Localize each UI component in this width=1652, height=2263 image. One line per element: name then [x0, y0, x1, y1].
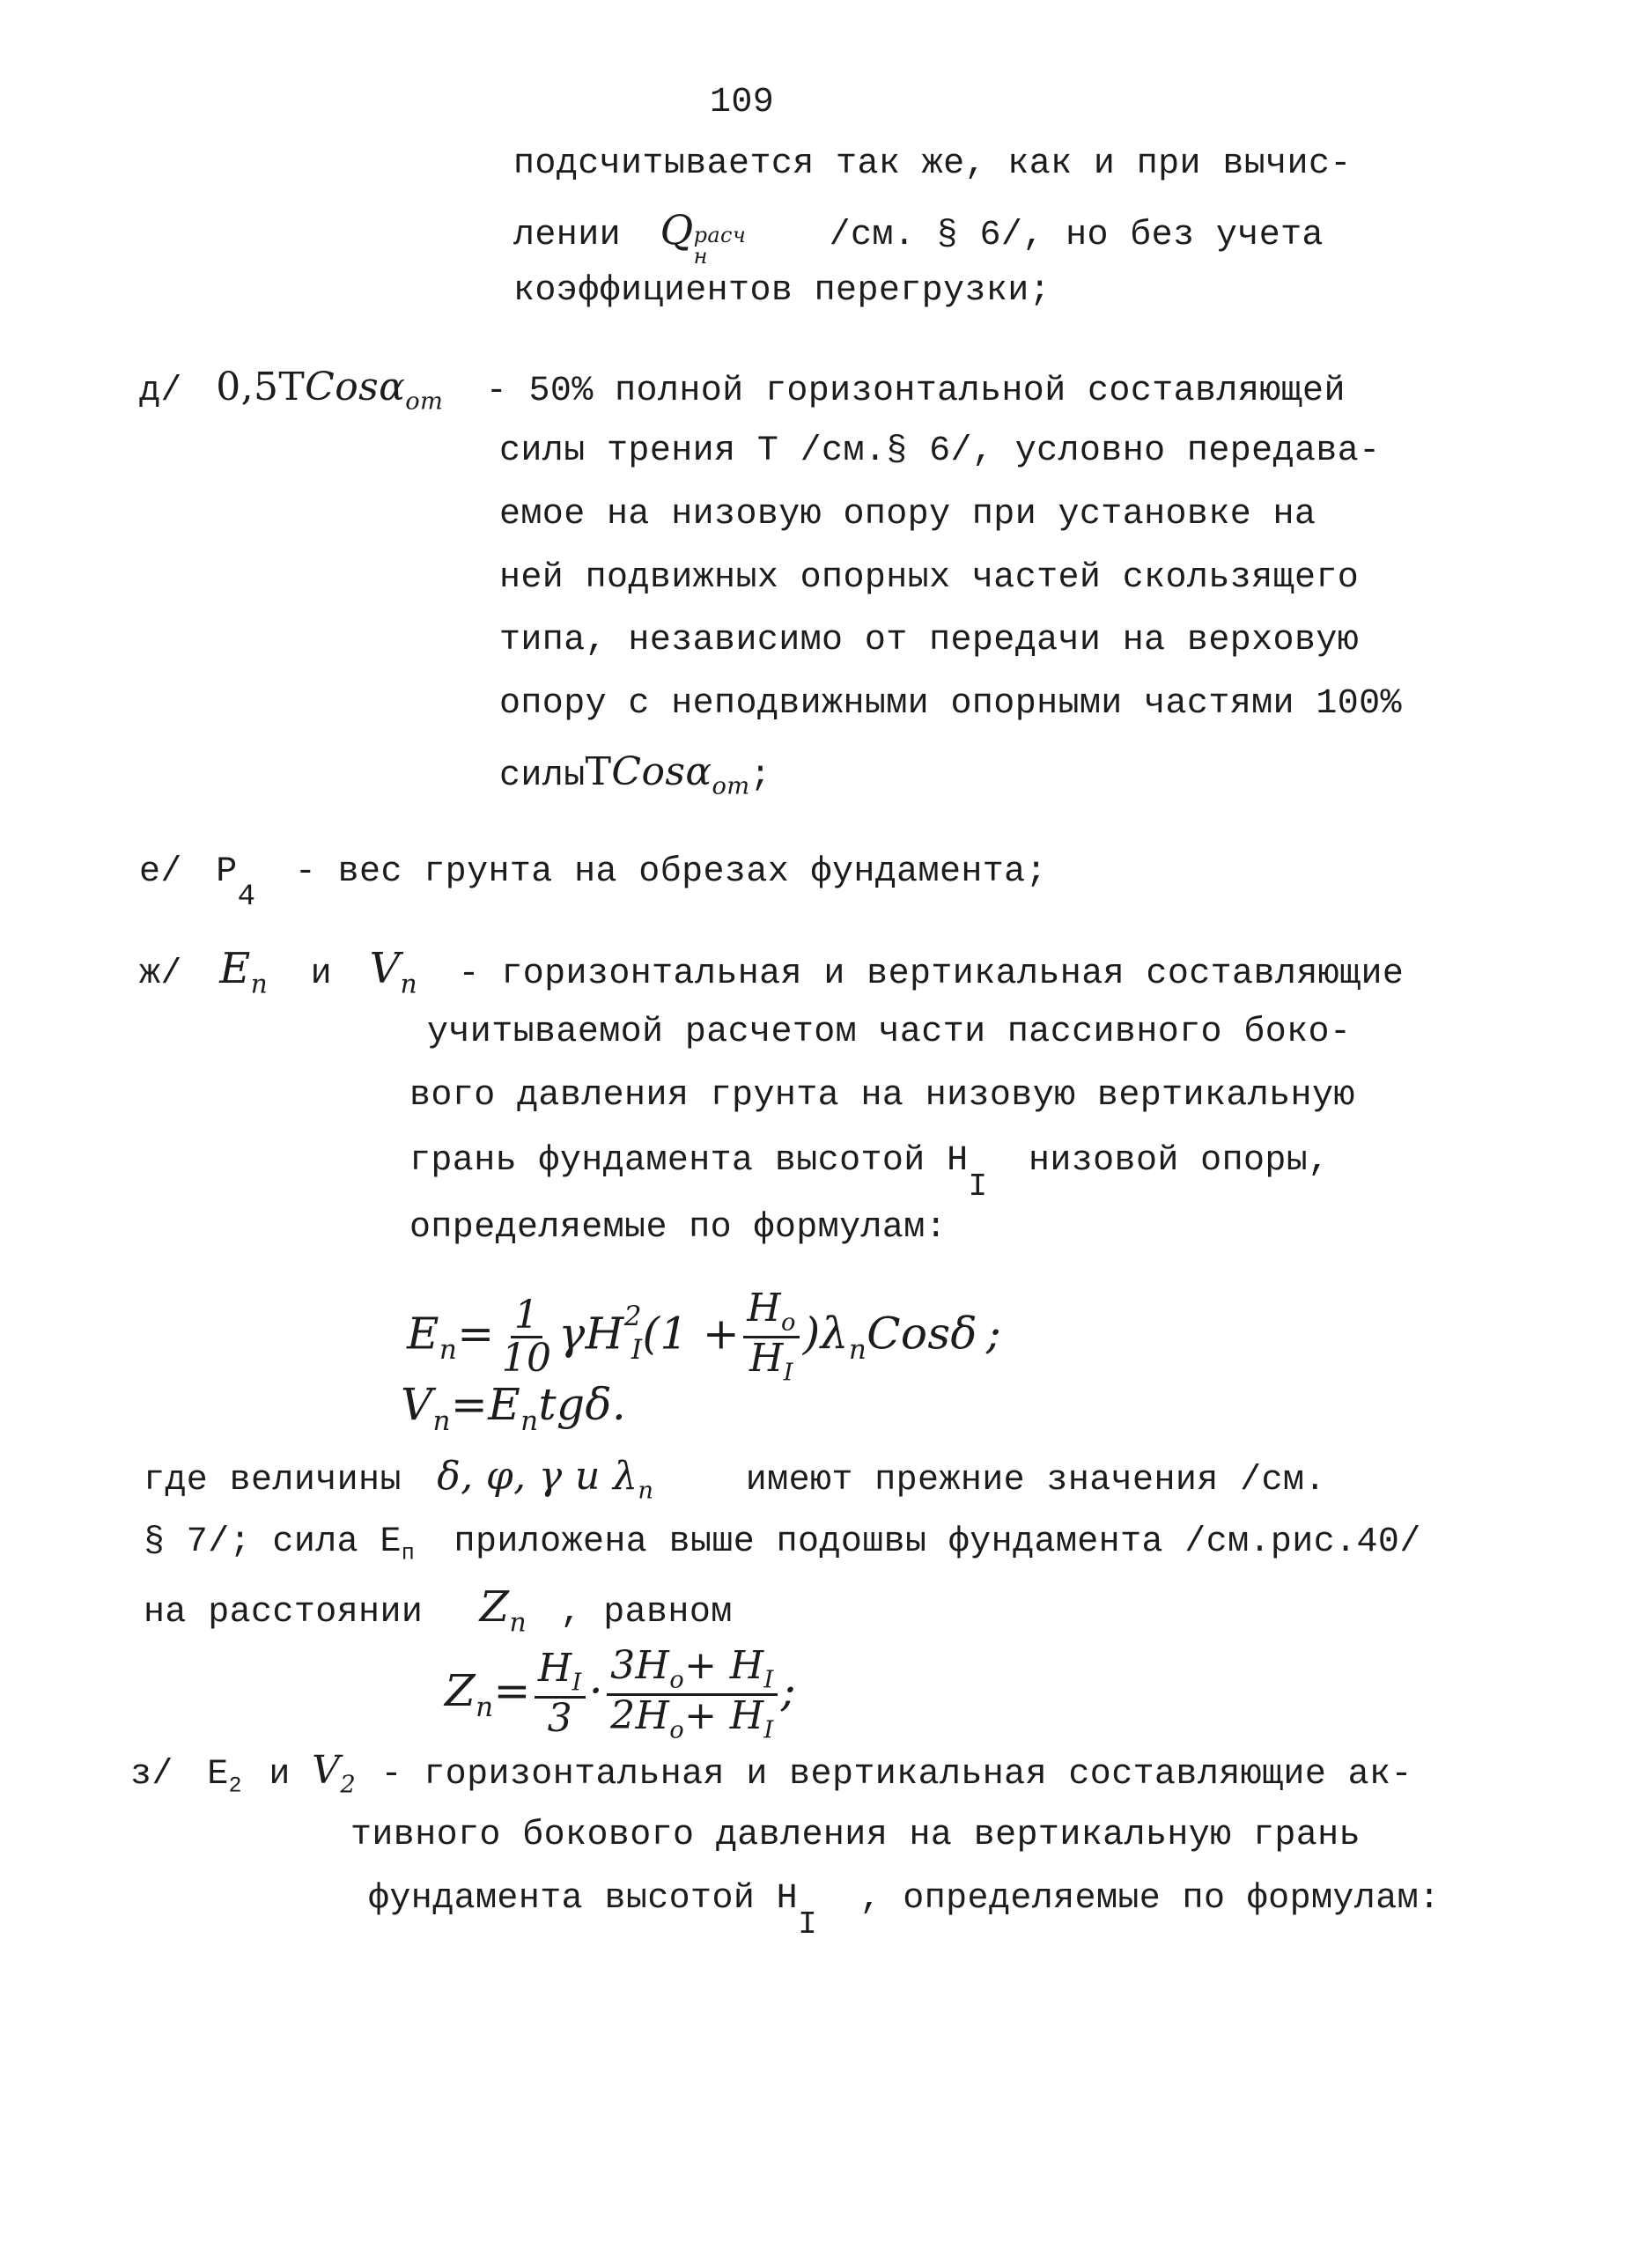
text-line: опору с неподвижными опорными частями 100%	[499, 684, 1402, 724]
item-zh-heading: ж/ $E_п$ и $V_п$ - горизонтальная и вертикальная составляющие	[139, 944, 1405, 1000]
formula-v-passive: $V_п=E_пtg\delta$.	[401, 1379, 627, 1437]
formula-e-passive: $E_п=$ $\frac{1}{10}$ $\gamma H^2_I(1$ + $\frac{H_о}{H_I}$ )$\lambda_пCos\delta$ ;	[407, 1285, 1002, 1387]
item-z-heading: з/ $E_2$ и $V_2$ - горизонтальная и вертикальная составляющие ак-	[130, 1748, 1412, 1799]
item-e-heading: е/ $P_4$ - вес грунта на обрезах фундамента;	[139, 852, 1047, 915]
text-line: § 7/; сила $E_п$ приложена выше подошвы фундамента /см.рис.40/	[144, 1522, 1421, 1566]
text-line: грань фундамента высотой HI низовой опоры,	[409, 1141, 1330, 1205]
text-line: на расстоянии $Z_п$ , равном	[144, 1582, 733, 1639]
item-label: з/	[130, 1755, 173, 1795]
text-line: где величины δ, φ, γ и $\lambda_п$ имеют прежние значения /см.	[144, 1454, 1326, 1505]
item-label: д/	[139, 372, 182, 411]
text-line: фундамента высотой HI , определяемые по формулам:	[368, 1879, 1441, 1942]
text-line: лении Q расч н /см. § 6/, но без учета	[513, 206, 1324, 269]
text-line: емое на низовую опору при установке на	[499, 495, 1316, 534]
text-line: ней подвижных опорных частей скользящего	[499, 558, 1360, 598]
item-label: е/	[139, 852, 182, 892]
item-label: ж/	[139, 955, 182, 994]
page-number: 109	[710, 83, 775, 122]
text-line: учитываемой расчетом части пассивного боко-	[427, 1013, 1352, 1052]
text-line: коэффициентов перегрузки;	[513, 271, 1051, 311]
q-symbol: Q расч н	[660, 206, 747, 269]
friction-term: 0,5TCosα$_{от}$	[216, 365, 444, 416]
text-line: типа, независимо от передачи на верховую	[499, 621, 1360, 660]
text-line: определяемые по формулам:	[409, 1208, 948, 1248]
text-line: тивного бокового давления на вертикальную грань	[350, 1816, 1361, 1855]
text-line: вого давления грунта на низовую вертикальную	[409, 1076, 1355, 1116]
formula-z-passive: $Z_п=$ $\frac{H_I}{3}$ · $\frac{3H_о+ H_I}{2H_о+ H_I}$ ;	[445, 1642, 796, 1743]
text-line: силы трения Т /см.§ 6/, условно передава-	[499, 431, 1381, 471]
item-d-heading: д/ 0,5TCosα$_{от}$ - 50% полной горизонтальной составляющей	[139, 365, 1346, 416]
text-line: подсчитывается так же, как и при вычис-	[513, 144, 1352, 184]
text-line: силыTCosα$_{от}$;	[499, 749, 771, 800]
